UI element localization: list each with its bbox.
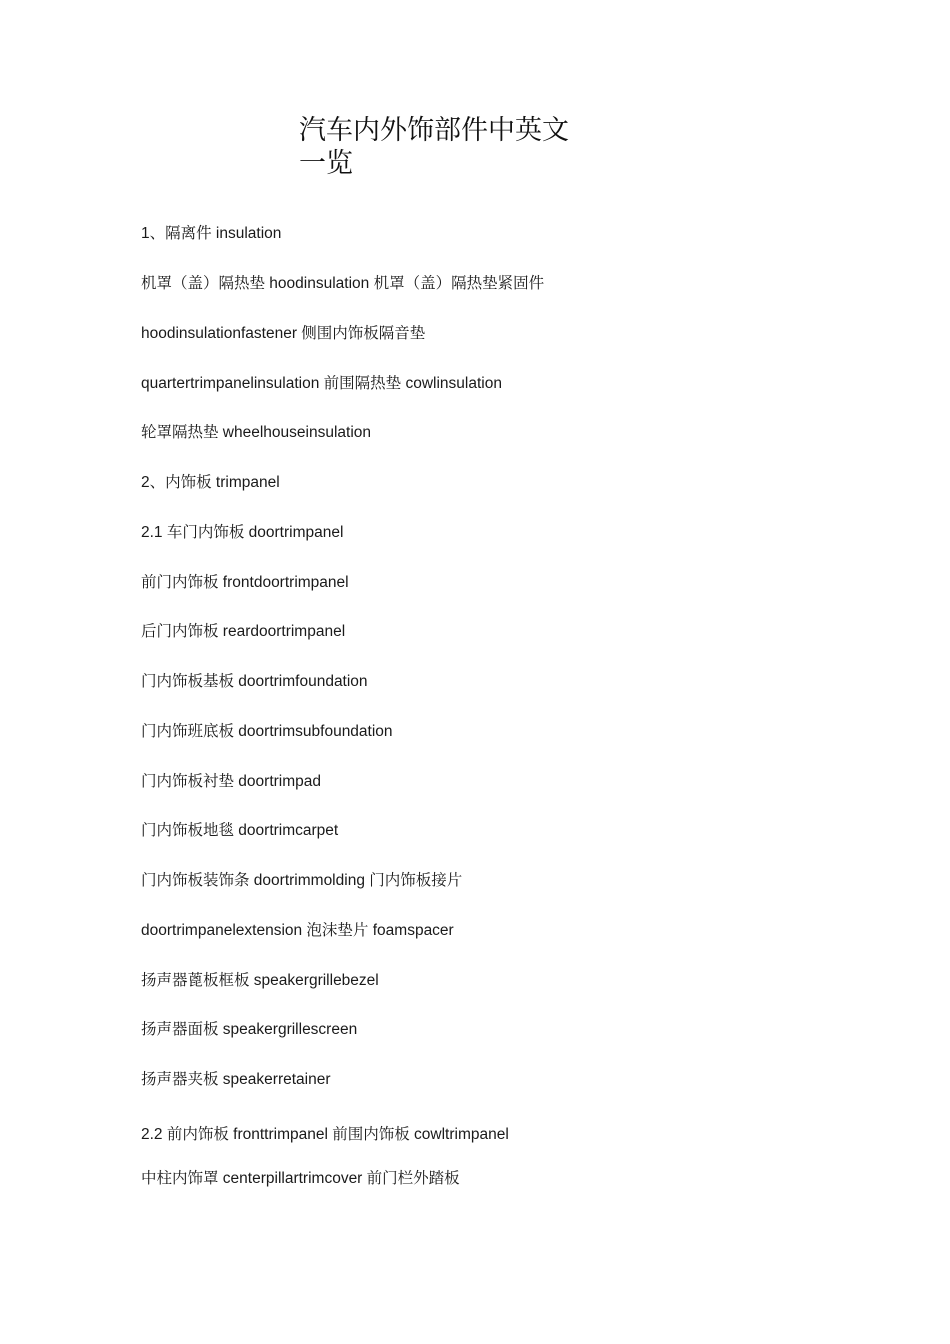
text-line: 门内饰班底板 doortrimsubfoundation xyxy=(141,723,393,740)
section-heading: 1、隔离件 insulation xyxy=(141,225,282,242)
text-line: 扬声器面板 speakergrillescreen xyxy=(141,1021,358,1038)
text-line: 门内饰板衬垫 doortrimpad xyxy=(141,773,322,790)
text-line: 轮罩隔热垫 wheelhouseinsulation xyxy=(141,424,372,441)
text-line: 门内饰板基板 doortrimfoundation xyxy=(141,673,368,690)
section-heading: 2、内饰板 trimpanel xyxy=(141,474,280,491)
text-line: 后门内饰板 reardoortrimpanel xyxy=(141,623,346,640)
text-line: 门内饰板地毯 doortrimcarpet xyxy=(141,822,339,839)
text-line: 中柱内饰罩 centerpillartrimcover 前门栏外踏板 xyxy=(141,1170,460,1187)
text-line: hoodinsulationfastener 侧围内饰板隔音垫 xyxy=(141,325,426,342)
text-line: 扬声器夹板 speakerretainer xyxy=(141,1071,331,1088)
text-line: 门内饰板装饰条 doortrimmolding 门内饰板接片 xyxy=(141,872,463,889)
text-line: 前门内饰板 frontdoortrimpanel xyxy=(141,574,349,591)
subsection-heading: 2.1 车门内饰板 doortrimpanel xyxy=(141,524,344,541)
text-line: quartertrimpanelinsulation 前围隔热垫 cowlinsulation xyxy=(141,375,502,392)
text-line: 机罩（盖）隔热垫 hoodinsulation 机罩（盖）隔热垫紧固件 xyxy=(141,275,545,292)
text-line: doortrimpanelextension 泡沫垫片 foamspacer xyxy=(141,922,454,939)
text-line: 扬声器蓖板框板 speakergrillebezel xyxy=(141,972,379,989)
document-title: 汽车内外饰部件中英文一览 xyxy=(299,115,569,179)
subsection-heading: 2.2 前内饰板 fronttrimpanel 前围内饰板 cowltrimpanel xyxy=(141,1126,509,1143)
